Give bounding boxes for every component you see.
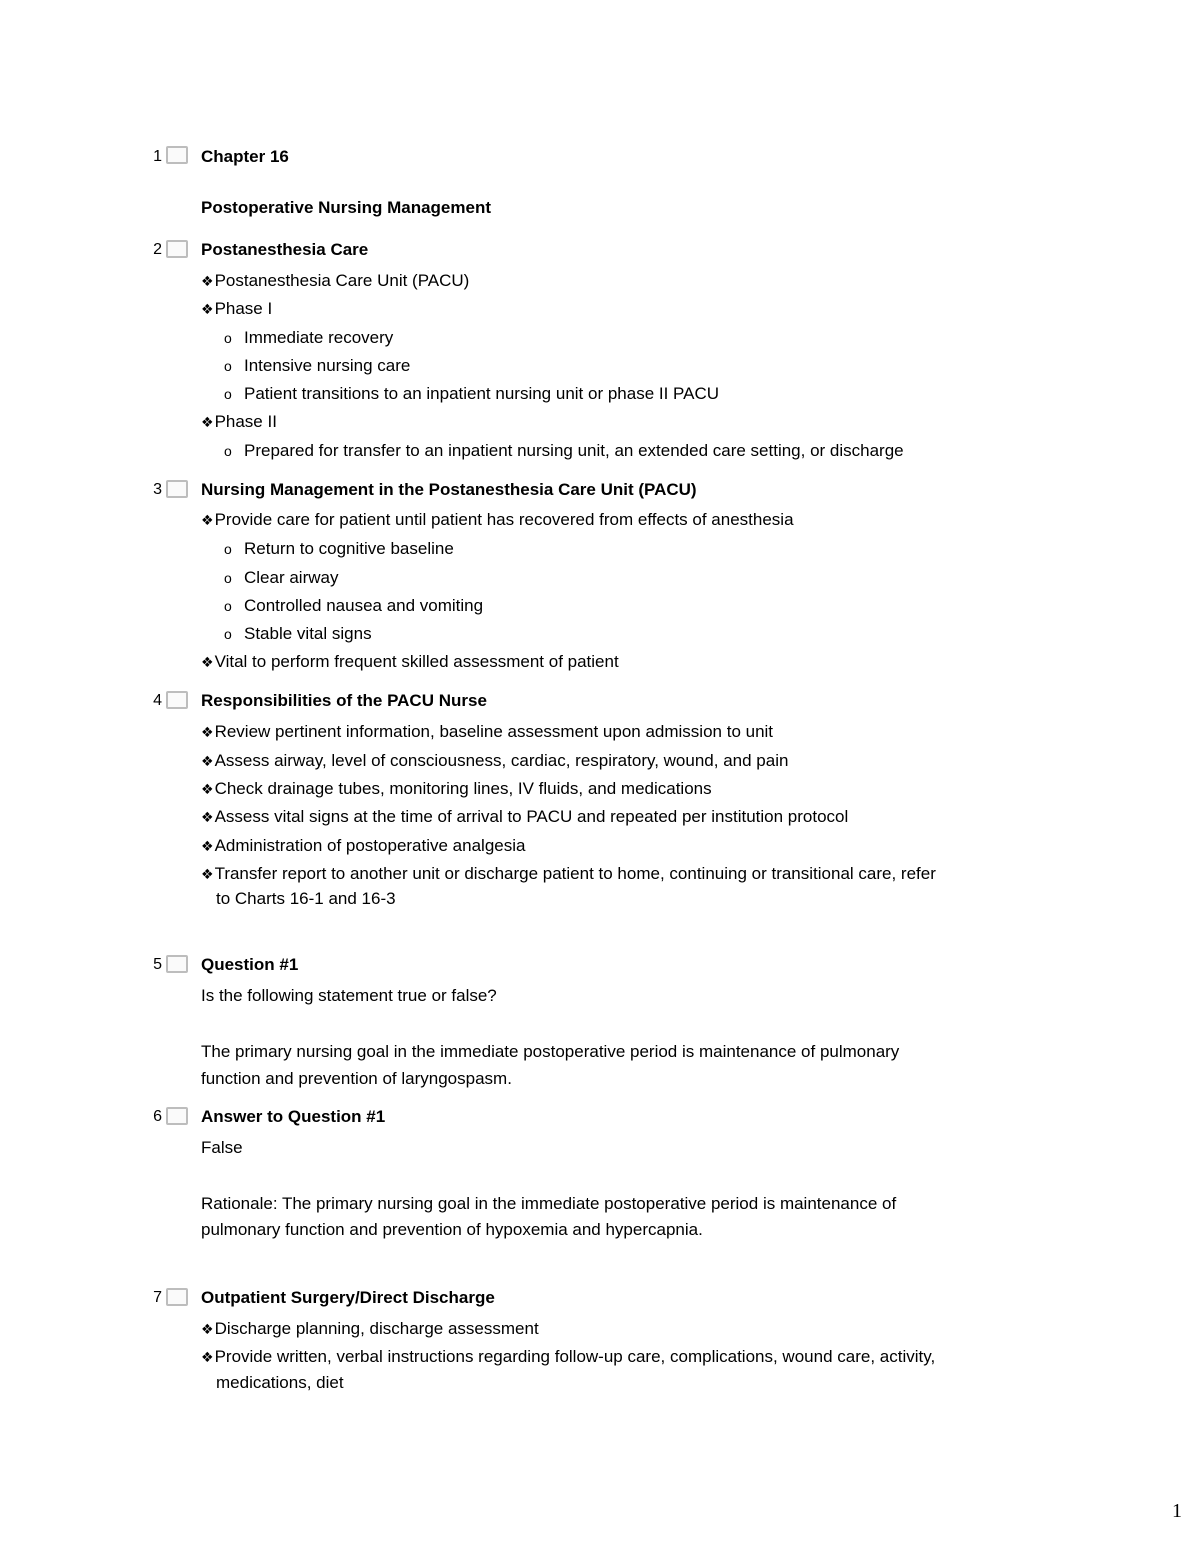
diamond-bullet-icon: ❖ bbox=[201, 866, 214, 882]
slide-number: 2 bbox=[153, 241, 162, 258]
bullet-item: ❖Assess vital signs at the time of arrival to PACU and repeated per institution protocol bbox=[201, 807, 849, 826]
circle-bullet-icon: o bbox=[224, 598, 232, 614]
question-statement: The primary nursing goal in the immediate postoperative period is maintenance of pulmonary bbox=[201, 1042, 900, 1061]
circle-bullet-icon: o bbox=[224, 358, 232, 374]
slide-title: Nursing Management in the Postanesthesia Care Unit (PACU) bbox=[201, 480, 697, 499]
sub-bullet-item: o Return to cognitive baseline bbox=[224, 539, 454, 558]
slide-checkbox[interactable] bbox=[166, 240, 188, 258]
bullet-item: ❖Assess airway, level of consciousness, cardiac, respiratory, wound, and pain bbox=[201, 751, 789, 770]
bullet-continuation: medications, diet bbox=[216, 1373, 344, 1392]
diamond-bullet-icon: ❖ bbox=[201, 512, 214, 528]
sub-bullet-item: o Immediate recovery bbox=[224, 328, 394, 347]
slide-title: Chapter 16 bbox=[201, 147, 289, 166]
bullet-item: ❖Vital to perform frequent skilled assessment of patient bbox=[201, 652, 619, 671]
bullet-item: ❖Provide written, verbal instructions regarding follow-up care, complications, wound care, activity, bbox=[201, 1347, 936, 1366]
slide-title: Postanesthesia Care bbox=[201, 240, 369, 259]
circle-bullet-icon: o bbox=[224, 570, 232, 586]
bullet-item: ❖Administration of postoperative analgesia bbox=[201, 836, 526, 855]
circle-bullet-icon: o bbox=[224, 541, 232, 557]
slide-number: 4 bbox=[153, 692, 162, 709]
circle-bullet-icon: o bbox=[224, 330, 232, 346]
circle-bullet-icon: o bbox=[224, 443, 232, 459]
diamond-bullet-icon: ❖ bbox=[201, 273, 214, 289]
sub-bullet-item: o Intensive nursing care bbox=[224, 356, 411, 375]
slide-checkbox[interactable] bbox=[166, 691, 188, 709]
slide-checkbox[interactable] bbox=[166, 1288, 188, 1306]
slide-title: Outpatient Surgery/Direct Discharge bbox=[201, 1288, 495, 1307]
slide-number: 6 bbox=[153, 1108, 162, 1125]
rationale-text: pulmonary function and prevention of hypoxemia and hypercapnia. bbox=[201, 1220, 703, 1239]
slide-checkbox[interactable] bbox=[166, 1107, 188, 1125]
bullet-item: ❖Transfer report to another unit or discharge patient to home, continuing or transitional care, refer bbox=[201, 864, 936, 883]
slide-title: Responsibilities of the PACU Nurse bbox=[201, 691, 487, 710]
slide-checkbox[interactable] bbox=[166, 480, 188, 498]
slide-subtitle: Postoperative Nursing Management bbox=[201, 198, 492, 217]
sub-bullet-item: o Clear airway bbox=[224, 568, 339, 587]
diamond-bullet-icon: ❖ bbox=[201, 724, 214, 740]
slide-checkbox[interactable] bbox=[166, 955, 188, 973]
bullet-item: ❖Check drainage tubes, monitoring lines, IV fluids, and medications bbox=[201, 779, 712, 798]
bullet-item: ❖Review pertinent information, baseline assessment upon admission to unit bbox=[201, 722, 774, 741]
bullet-continuation: to Charts 16-1 and 16-3 bbox=[216, 889, 396, 908]
bullet-item: ❖Provide care for patient until patient has recovered from effects of anesthesia bbox=[201, 510, 794, 529]
bullet-item: ❖Phase II bbox=[201, 412, 277, 431]
rationale-text: Rationale: The primary nursing goal in the immediate postoperative period is maintenance of bbox=[201, 1194, 897, 1213]
question-statement: function and prevention of laryngospasm. bbox=[201, 1069, 512, 1088]
page-number: 1 bbox=[1172, 1500, 1182, 1522]
question-text: Is the following statement true or false? bbox=[201, 986, 497, 1005]
slide-number: 7 bbox=[153, 1289, 162, 1306]
bullet-item: ❖Postanesthesia Care Unit (PACU) bbox=[201, 271, 470, 290]
circle-bullet-icon: o bbox=[224, 626, 232, 642]
slide-title: Question #1 bbox=[201, 955, 299, 974]
diamond-bullet-icon: ❖ bbox=[201, 301, 214, 317]
sub-bullet-item: o Stable vital signs bbox=[224, 624, 372, 643]
diamond-bullet-icon: ❖ bbox=[201, 414, 214, 430]
sub-bullet-item: o Prepared for transfer to an inpatient nursing unit, an extended care setting, or discharge bbox=[224, 441, 904, 460]
diamond-bullet-icon: ❖ bbox=[201, 781, 214, 797]
sub-bullet-item: o Patient transitions to an inpatient nursing unit or phase II PACU bbox=[224, 384, 720, 403]
diamond-bullet-icon: ❖ bbox=[201, 654, 214, 670]
bullet-item: ❖Phase I bbox=[201, 299, 273, 318]
diamond-bullet-icon: ❖ bbox=[201, 753, 214, 769]
diamond-bullet-icon: ❖ bbox=[201, 1321, 214, 1337]
sub-bullet-item: o Controlled nausea and vomiting bbox=[224, 596, 484, 615]
diamond-bullet-icon: ❖ bbox=[201, 1349, 214, 1365]
slide-checkbox[interactable] bbox=[166, 146, 188, 164]
diamond-bullet-icon: ❖ bbox=[201, 809, 214, 825]
diamond-bullet-icon: ❖ bbox=[201, 838, 214, 854]
circle-bullet-icon: o bbox=[224, 386, 232, 402]
slide-number: 3 bbox=[153, 481, 162, 498]
slide-number: 1 bbox=[153, 148, 162, 165]
slide-number: 5 bbox=[153, 956, 162, 973]
slide-title: Answer to Question #1 bbox=[201, 1107, 386, 1126]
bullet-item: ❖Discharge planning, discharge assessment bbox=[201, 1319, 539, 1338]
answer-text: False bbox=[201, 1138, 243, 1157]
